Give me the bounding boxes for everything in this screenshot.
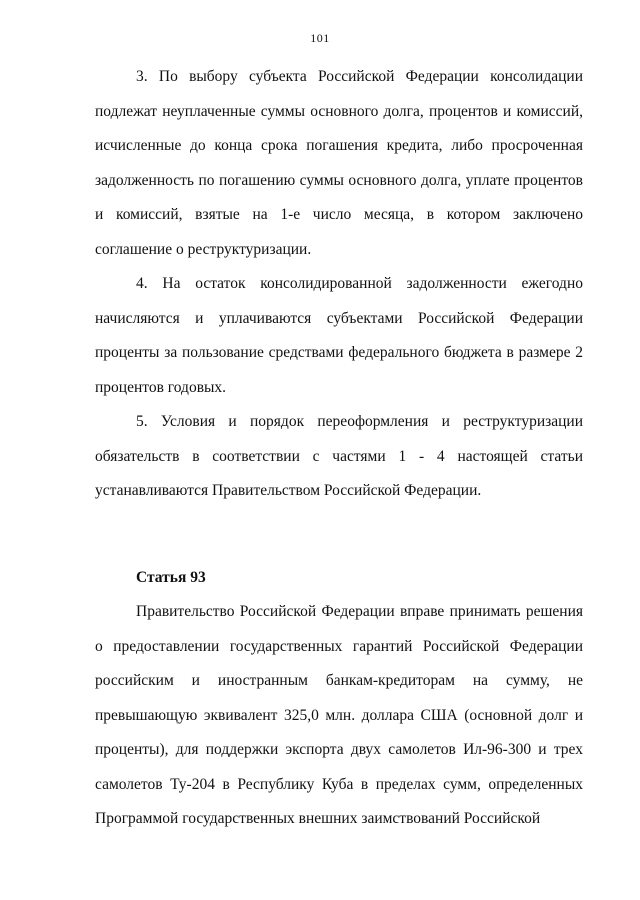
article-heading: Статья 93 — [136, 568, 206, 586]
article-paragraph: Правительство Российской Федерации вправе принимать решения о предоставлении государственных гарантий Российской Федерации российским и иностранным банкам-кредиторам на сумму, не превышающую эквивалент 325,0 млн. доллара США (основной долг и проценты), для поддержки экспорта двух самолетов Ил-96-300 и трех самолетов Ту-204 в Республику Куба в пределах сумм, определенных Программой государственных внешних заимствований Российской — [95, 603, 583, 827]
paragraph-4: 4. На остаток консолидированной задолженности ежегодно начисляются и уплачиваются субъектами Российской Федерации проценты за пользование средствами федерального бюджета в размере 2 процентов годовых. — [95, 275, 583, 396]
paragraph-5: 5. Условия и порядок переоформления и реструктуризации обязательств в соответствии с частями 1 - 4 настоящей статьи устанавливаются Правительством Российской Федерации. — [95, 413, 583, 499]
document-body — [95, 60, 583, 837]
section-spacer — [95, 509, 583, 561]
paragraph-3: 3. По выбору субъекта Российской Федерации консолидации подлежат неуплаченные суммы основного долга, процентов и комиссий, исчисленные до конца срока погашения кредита, либо просроченная задолженность по погашению суммы основного долга, уплате процентов и комиссий, взятые на 1-е число месяца, в котором заключено соглашение о реструктуризации. — [95, 68, 583, 258]
page-number: 101 — [310, 31, 330, 45]
